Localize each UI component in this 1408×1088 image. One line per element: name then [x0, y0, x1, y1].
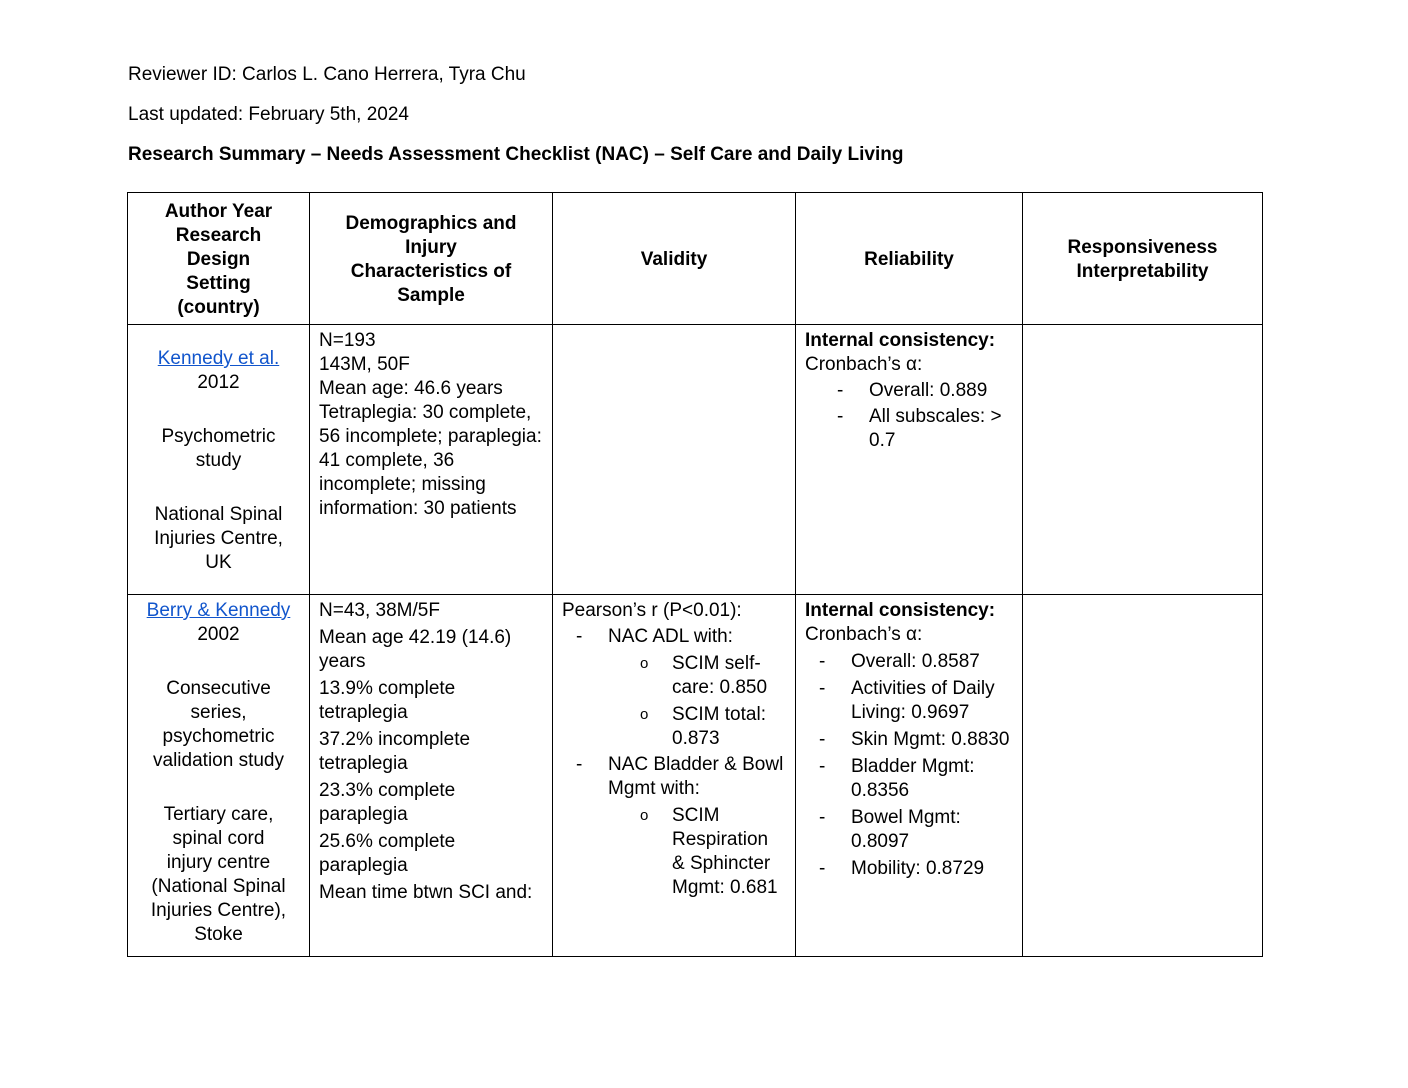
list-item: o SCIM total: 0.873	[608, 703, 786, 751]
header-author: Author Year Research Design Setting (country)	[128, 193, 310, 325]
row2-responsiveness-cell	[1023, 595, 1263, 957]
list-item: - Overall: 0.8587	[805, 650, 1013, 674]
row2-validity-cell: Pearson’s r (P<0.01): - NAC ADL with: o SCIM self-care: 0.850 o SCIM total: 0.873 - NAC Bladder & Bowl Mgmt with: o SCIM Respiration & Sphincter Mgmt: 0.681	[553, 595, 796, 957]
header-reliability: Reliability	[796, 193, 1023, 325]
row1-demographics-cell: N=193 143M, 50F Mean age: 46.6 years Tetraplegia: 30 complete, 56 incomplete; paraplegia: 41 complete, 36 incomplete; missing information: 30 patients	[310, 325, 553, 595]
list-item: - Bladder Mgmt: 0.8356	[805, 755, 1013, 803]
list-item: - Bowel Mgmt: 0.8097	[805, 806, 1013, 854]
list-item: - NAC ADL with:	[562, 625, 786, 649]
kennedy-2012-link[interactable]: Kennedy et al.	[157, 348, 280, 369]
header-validity: Validity	[553, 193, 796, 325]
row2-author-cell: Berry & Kennedy 2002 Consecutive series, psychometric validation study Tertiary care, spinal cord injury centre (National Spinal Injuries Centre), Stoke	[128, 595, 310, 957]
list-item: - Mobility: 0.8729	[805, 857, 1013, 881]
list-item: o SCIM self-care: 0.850	[608, 652, 786, 700]
last-updated: Last updated: February 5th, 2024	[128, 104, 409, 125]
list-item: - Activities of Daily Living: 0.9697	[805, 677, 1013, 725]
table-row	[128, 595, 1263, 957]
row1-responsiveness-cell	[1023, 325, 1263, 595]
row2-demographics-cell: N=43, 38M/5F Mean age 42.19 (14.6) years 13.9% complete tetraplegia 37.2% incomplete tetraplegia 23.3% complete paraplegia 25.6% complete paraplegia Mean time btwn SCI and:	[310, 595, 553, 957]
row1-author-cell: Kennedy et al. 2012 Psychometric study National Spinal Injuries Centre, UK	[128, 325, 310, 595]
research-summary-table	[127, 192, 1263, 957]
row1-validity-cell	[553, 325, 796, 595]
header-demographics: Demographics and Injury Characteristics of Sample	[310, 193, 553, 325]
list-item: - All subscales: > 0.7	[805, 405, 1013, 453]
header-responsiveness: Responsiveness Interpretability	[1023, 193, 1263, 325]
table-row	[128, 325, 1263, 595]
list-item: - NAC Bladder & Bowl Mgmt with:	[562, 753, 786, 801]
document-title: Research Summary – Needs Assessment Checklist (NAC) – Self Care and Daily Living	[128, 144, 904, 165]
list-item: o SCIM Respiration & Sphincter Mgmt: 0.681	[608, 804, 786, 900]
row1-reliability-cell: Internal consistency: Cronbach’s α: - Overall: 0.889 - All subscales: > 0.7	[796, 325, 1023, 595]
reviewer-id: Reviewer ID: Carlos L. Cano Herrera, Tyra Chu	[128, 64, 526, 85]
table-header-row	[128, 193, 1263, 325]
list-item: - Overall: 0.889	[805, 379, 1013, 403]
berry-kennedy-2002-link[interactable]: Berry & Kennedy	[146, 600, 291, 621]
list-item: - Skin Mgmt: 0.8830	[805, 728, 1013, 752]
row2-reliability-cell: Internal consistency: Cronbach’s α: - Overall: 0.8587 - Activities of Daily Living: 0.9697 - Skin Mgmt: 0.8830 - Bladder Mgmt: 0.8356 - Bowel Mgmt: 0.8097 - Mobility: 0.8729	[796, 595, 1023, 957]
